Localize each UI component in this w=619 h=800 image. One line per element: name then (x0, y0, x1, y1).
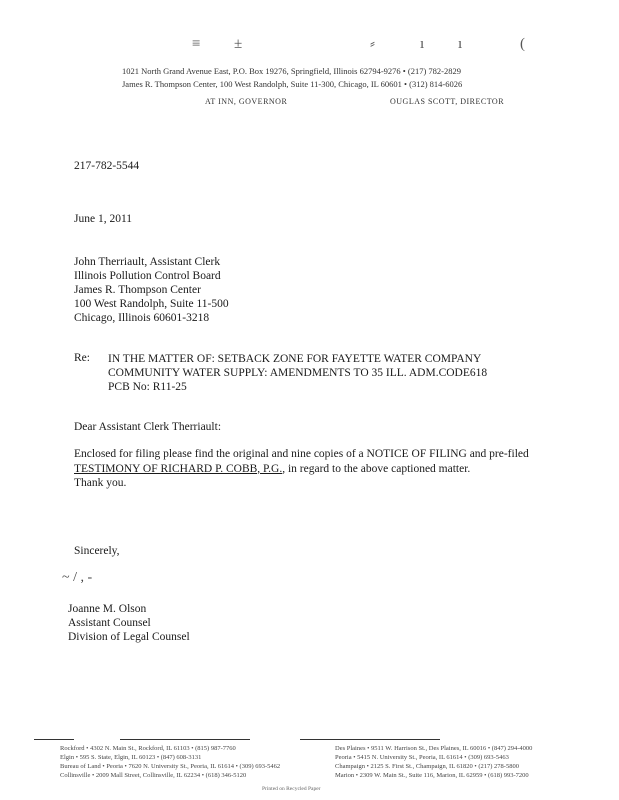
letterhead-mark: ( (520, 36, 526, 52)
footer-offices-right (335, 744, 532, 780)
footer-offices-left (60, 744, 280, 780)
footer-office: Rockford • 4302 N. Main St., Rockford, IL 61103 • (815) 987-7760 (60, 745, 236, 752)
footer-office: Peoria • 5415 N. University St., Peoria, IL 61614 • (309) 693-5463 (335, 754, 509, 761)
footer-office: Champaign • 2125 S. First St., Champaign, IL 61820 • (217) 278-5800 (335, 763, 519, 770)
re-label: Re: (74, 352, 90, 364)
letterhead-mark: ı (420, 36, 426, 52)
re-line: COMMUNITY WATER SUPPLY: AMENDMENTS TO 35 ILL. ADM.CODE618 (108, 367, 488, 379)
recipient-line: James R. Thompson Center (74, 284, 201, 296)
letterhead-address-chicago: James R. Thompson Center, 100 West Randolph, Suite 11-300, Chicago, IL 60601 • (312) 814-6026 (122, 79, 463, 89)
footer-rule (120, 739, 250, 740)
phone-number: 217-782-5544 (74, 160, 140, 172)
closing: Sincerely, (74, 545, 120, 557)
letterhead-mark: ⸗ (370, 36, 376, 52)
recipient-line: Chicago, Illinois 60601-3218 (74, 312, 210, 324)
thanks-text: Thank you. (74, 477, 127, 489)
testimony-title: TESTIMONY OF RICHARD P. COBB, P.G. (74, 462, 283, 475)
footer-office: Collinsville • 2009 Mall Street, Collinsville, IL 62234 • (618) 346-5120 (60, 772, 247, 779)
footer-office: Elgin • 595 S. State, Elgin, IL 60123 • (847) 608-3131 (60, 754, 202, 761)
salutation: Dear Assistant Clerk Therriault: (74, 421, 222, 433)
letterhead-governor: AT INN, GOVERNOR (205, 97, 288, 106)
re-subject (108, 352, 487, 394)
letterhead-mark: ± (234, 36, 244, 52)
letterhead-mark: ı (458, 36, 464, 52)
footer-rule (300, 739, 440, 740)
footer-rule (34, 739, 74, 740)
letterhead-director: OUGLAS SCOTT, DIRECTOR (390, 97, 505, 106)
letter-body (74, 447, 544, 491)
re-line: IN THE MATTER OF: SETBACK ZONE FOR FAYETTE WATER COMPANY (108, 353, 482, 365)
recipient-line: John Therriault, Assistant Clerk (74, 256, 221, 268)
signer-division: Division of Legal Counsel (68, 631, 190, 643)
footer-office: Marion • 2309 W. Main St., Suite 116, Marion, IL 62959 • (618) 993-7200 (335, 772, 529, 779)
signer-title: Assistant Counsel (68, 617, 151, 629)
signer-name: Joanne M. Olson (68, 603, 147, 615)
recycled-paper-note: Printed on Recycled Paper (262, 786, 321, 792)
signature: ~ / , - (62, 570, 93, 585)
letterhead-mark: ≡ (192, 36, 202, 52)
footer-office: Des Plaines • 9511 W. Harrison St., Des Plaines, IL 60016 • (847) 294-4000 (335, 745, 533, 752)
re-line: PCB No: R11-25 (108, 381, 187, 393)
letter-date: June 1, 2011 (74, 213, 133, 225)
recipient-line: Illinois Pollution Control Board (74, 270, 221, 282)
body-text: Enclosed for filing please find the original and nine copies of a NOTICE OF FILING and pre-filed (74, 448, 529, 460)
body-text: , in regard to the above captioned matter. (282, 462, 471, 475)
footer-office: Bureau of Land • Peoria • 7620 N. University St., Peoria, IL 61614 • (309) 693-5462 (60, 763, 281, 770)
recipient-line: 100 West Randolph, Suite 11-500 (74, 298, 229, 310)
letterhead-address-springfield: 1021 North Grand Avenue East, P.O. Box 19276, Springfield, Illinois 62794-9276 • (217) 782-2829 (122, 66, 462, 76)
